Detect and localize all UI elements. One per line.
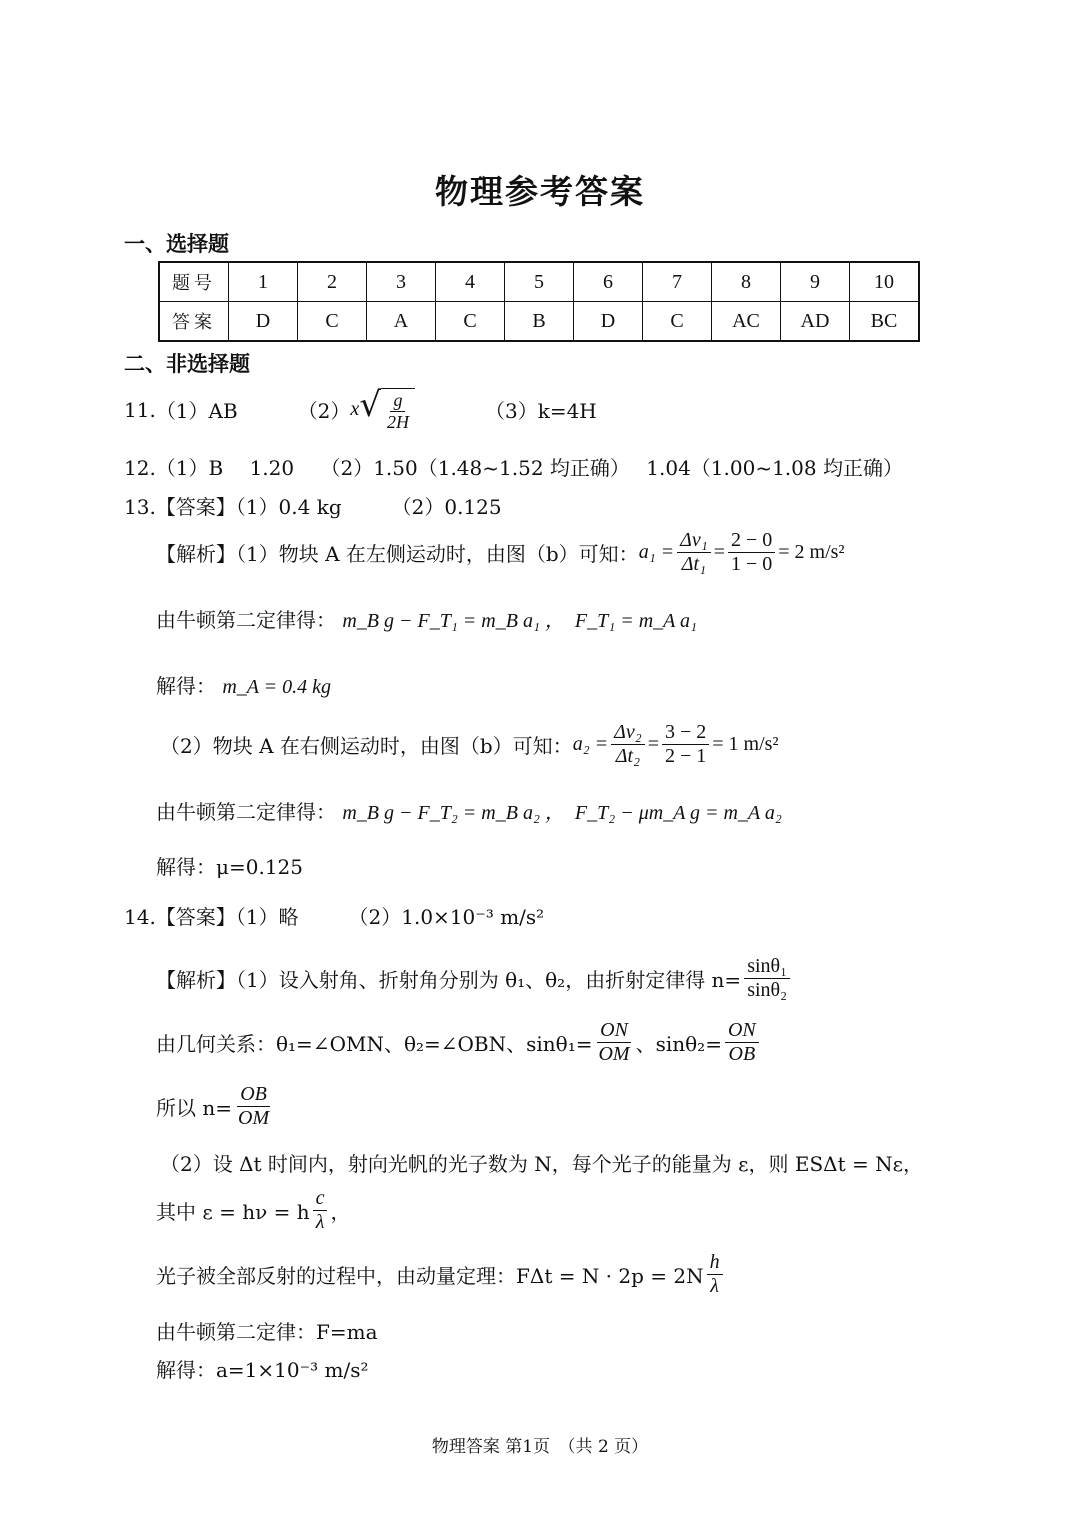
frac-numerator: Δv₁: [677, 530, 711, 553]
table-cell: C: [436, 302, 505, 342]
q14-answer-line: 14.【答案】（1）略 （2）1.0×10⁻³ m/s²: [124, 905, 545, 929]
q14-l6-text: 光子被全部反射的过程中，由动量定理：FΔt = N · 2p = 2N: [156, 1264, 704, 1288]
q13-analysis-line3: [156, 670, 331, 699]
q13-l5-text: 由牛顿第二定律得：: [156, 800, 336, 824]
frac-denominator: OB: [728, 1043, 756, 1065]
q11-part2-x: x: [350, 398, 360, 421]
table-cell: 8: [712, 262, 781, 302]
frac-numerator: OB: [237, 1084, 270, 1107]
table-row-answers: [159, 302, 919, 342]
q14-analysis-line6: [156, 1252, 726, 1297]
q13-analysis-line1: 【解析】（1）物块 A 在左侧运动时，由图（b）可知： a₁ = $\frac{\text{Δv₁}}{\text{Δt₁}}$ = $\frac{2 - 0}{1 - 0}$ = 2 m/s²: [156, 529, 845, 575]
q11-frac-numerator: g: [390, 391, 405, 412]
frac-denominator: OM: [598, 1043, 630, 1065]
q12-line: 12.（1）B 1.20 （2）1.50（1.48~1.52 均正确） 1.04（1.00~1.08 均正确）: [124, 456, 903, 480]
q14-analysis-line5: [156, 1188, 350, 1233]
q13-l5-equation: m_B g − F_T₂ = m_B a₂ ， F_T₂ − μm_A g = m_A a₂: [342, 802, 782, 824]
table-header-answer: 答案: [159, 302, 229, 342]
frac-numerator: sinθ₁: [744, 956, 790, 979]
q13-analysis-line6: 解得：μ=0.125: [156, 855, 304, 879]
q14-analysis-line1: [156, 956, 793, 1001]
frac-denominator: OM: [238, 1107, 270, 1129]
table-cell: 1: [229, 262, 298, 302]
q13-l4-text: （2）物块 A 在右侧运动时，由图（b）可知：: [160, 734, 573, 758]
q13-analysis-line4: （2）物块 A 在右侧运动时，由图（b）可知： a₂ = $\frac{\text{Δv₂}}{\text{Δt₂}}$ = $\frac{3 - 2}{2 - 1}$ = 1 m/s²: [160, 721, 779, 767]
frac-numerator: 3 − 2: [662, 722, 709, 745]
q13-l1-lhs: a₁ =: [638, 541, 675, 563]
table-cell: B: [505, 302, 574, 342]
table-cell: 4: [436, 262, 505, 302]
table-cell: 7: [643, 262, 712, 302]
q13-l3-equation: m_A = 0.4 kg: [222, 676, 332, 698]
answer-table: [158, 261, 920, 342]
q14-l5-end: ，: [330, 1200, 351, 1224]
q14-analysis-line8: 解得：a=1×10⁻³ m/s²: [156, 1358, 369, 1382]
q13-answer-line: 13.【答案】（1）0.4 kg （2）0.125: [124, 495, 502, 519]
q13-l4-result: = 1 m/s²: [712, 733, 779, 755]
table-cell: 2: [298, 262, 367, 302]
q14-l3-text: 所以 n=: [156, 1096, 232, 1120]
frac-numerator: ON: [725, 1020, 759, 1043]
table-cell: 5: [505, 262, 574, 302]
q13-l1-result: = 2 m/s²: [778, 541, 845, 563]
page-title: 物理参考答案: [435, 172, 645, 211]
q11-line: [124, 385, 597, 432]
q14-l2-mid: 、sinθ₂=: [635, 1032, 722, 1056]
sqrt-expression: √ $\frac{g}{2H}$: [359, 388, 415, 432]
q11-number: 11.: [124, 397, 156, 422]
q13-l4-lhs: a₂ =: [572, 733, 609, 755]
table-header-number: 题号: [159, 262, 229, 302]
frac-denominator: Δt₂: [615, 745, 641, 767]
table-cell: A: [367, 302, 436, 342]
frac-numerator: ON: [597, 1020, 631, 1043]
table-cell: AD: [781, 302, 850, 342]
frac-denominator: 2 − 1: [665, 745, 707, 767]
table-cell: C: [643, 302, 712, 342]
page-footer: 物理答案 第1页 （共 2 页）: [431, 1437, 649, 1457]
q13-l2-equation: m_B g − F_T₁ = m_B a₁ ， F_T₁ = m_A a₁: [342, 610, 697, 632]
q11-frac-denominator: 2H: [386, 411, 409, 432]
q13-l1-text: 【解析】（1）物块 A 在左侧运动时，由图（b）可知：: [156, 542, 639, 566]
frac-numerator: Δv₂: [611, 722, 645, 745]
q13-l3-text: 解得：: [156, 674, 216, 698]
frac-denominator: Δt₁: [681, 553, 707, 575]
table-cell: BC: [850, 302, 920, 342]
section-choice-heading: 一、选择题: [124, 232, 229, 256]
frac-denominator: 1 − 0: [731, 553, 773, 575]
q14-l2-text: 由几何关系：θ₁=∠OMN、θ₂=∠OBN、sinθ₁=: [156, 1032, 593, 1056]
q14-l1-text: 【解析】（1）设入射角、折射角分别为 θ₁、θ₂，由折射定律得 n=: [156, 968, 742, 992]
table-cell: D: [574, 302, 643, 342]
table-row-numbers: [159, 262, 919, 302]
frac-numerator: c: [313, 1188, 328, 1211]
q14-analysis-line2: [156, 1020, 762, 1065]
q14-l5-text: 其中 ε = hν = h: [156, 1200, 310, 1224]
q14-analysis-line7: 由牛顿第二定律：F=ma: [156, 1320, 378, 1344]
table-cell: 10: [850, 262, 920, 302]
frac-denominator: λ: [710, 1275, 719, 1297]
q14-analysis-line4: （2）设 Δt 时间内，射向光帆的光子数为 N，每个光子的能量为 ε，则 ESΔt = Nε，: [160, 1152, 923, 1176]
q13-analysis-line5: [156, 796, 782, 825]
table-cell: C: [298, 302, 367, 342]
q14-analysis-line3: [156, 1084, 275, 1129]
section-nonchoice-heading: 二、非选择题: [124, 352, 250, 376]
table-cell: 6: [574, 262, 643, 302]
table-cell: AC: [712, 302, 781, 342]
frac-numerator: h: [707, 1252, 723, 1275]
q13-l2-text: 由牛顿第二定律得：: [156, 608, 336, 632]
table-cell: 3: [367, 262, 436, 302]
frac-numerator: 2 − 0: [728, 530, 775, 553]
q11-part1: （1）AB: [155, 399, 238, 424]
frac-denominator: λ: [315, 1211, 325, 1233]
frac-denominator: sinθ₂: [747, 979, 788, 1001]
q13-analysis-line2: [156, 604, 697, 633]
q11-part2-label: （2）: [297, 399, 351, 424]
q11-part3: （3）k=4H: [484, 399, 597, 424]
table-cell: 9: [781, 262, 850, 302]
table-cell: D: [229, 302, 298, 342]
